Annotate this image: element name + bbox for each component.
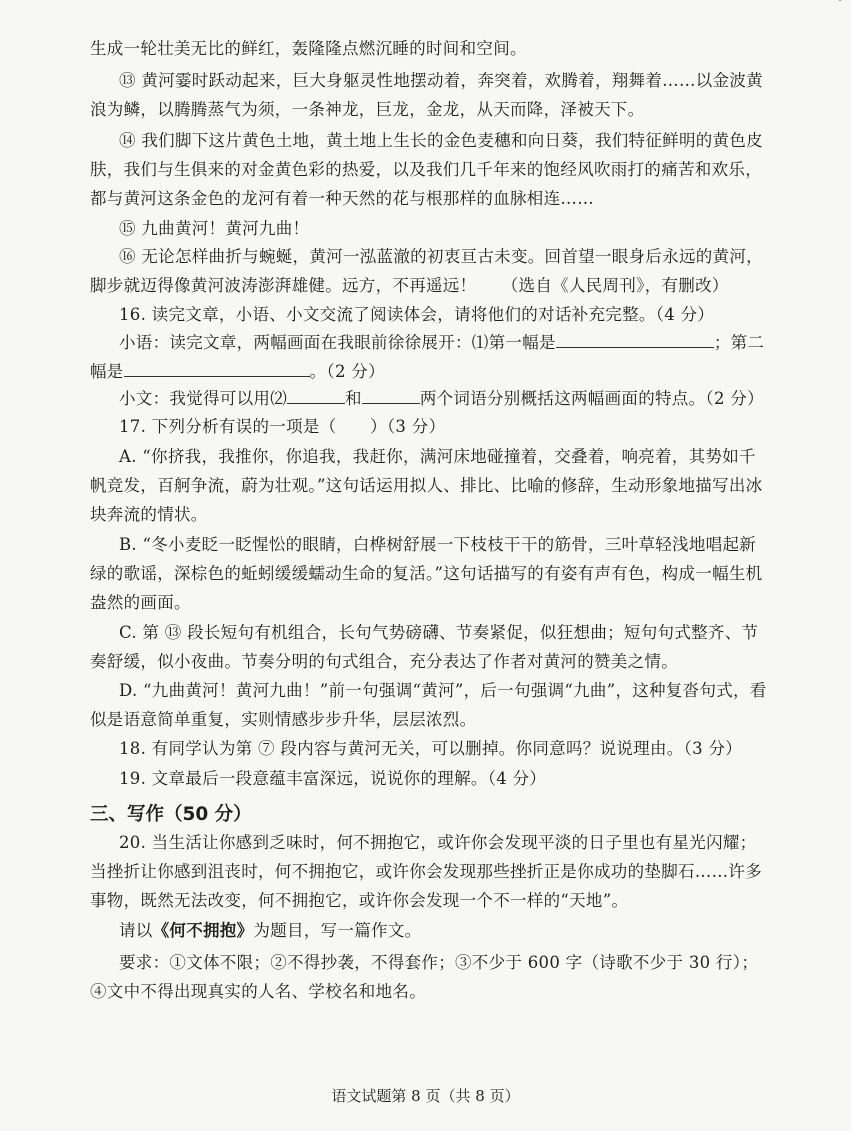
question-17-option-a: A. “你挤我，我推你，你追我，我赶你，满河床地碰撞着，交叠着，响亮着，其势如千帆竞发，百舸争流，蔚为壮观。”这句话运用拟人、排比、比喻的修辞，生动形象地描写出冰块奔流的情状。 (90, 447, 763, 524)
question-19: 19. 文章最后一段意蕴丰富深远，说说你的理解。（4 分） (119, 769, 547, 788)
xiaowen-text-a: 小文：我觉得可以用⑵ (119, 389, 287, 408)
page-footer: 语文试题第 8 页（共 8 页） (331, 1087, 520, 1105)
paragraph-12-end: 生成一轮壮美无比的鲜红，轰隆隆点燃沉睡的时间和空间。 (90, 39, 527, 58)
xiaowen-text-c: 两个词语分别概括这两幅画面的特点。（2 分） (419, 389, 764, 408)
question-17-option-c: C. 第 ⑬ 段长短句有机组合，长句气势磅礴、节奏紧促，似狂想曲；短句句式整齐、节奏舒缓，似小夜曲。节奏分明的句式组合，充分表达了作者对黄河的赞美之情。 (90, 623, 759, 671)
xiaowen-text-b: 和 (345, 389, 362, 408)
xiaoyu-text-d: 。（2 分） (309, 362, 385, 381)
paragraph-15: ⑮ 九曲黄河！黄河九曲！ (119, 219, 310, 238)
corner-binding-mark (835, 0, 851, 22)
answer-blank-1a[interactable] (556, 329, 714, 348)
paragraph-16: ⑯ 无论怎样曲折与蜿蜒，黄河一泓蓝澈的初衷亘古未变。回首望一眼身后永远的黄河，脚步就迈得像黄河波涛澎湃雄健。远方，不再遥远！ （选自《人民周刊》，有删改） (90, 247, 763, 295)
question-16-xiaowen (90, 384, 772, 413)
paragraph-13: ⑬ 黄河霎时跃动起来，巨大身躯灵性地摆动着，奔突着，欢腾着，翔舞着……以金波黄浪为鳞，以腾腾蒸气为须，一条神龙，巨龙，金龙，从天而降，泽被天下。 (90, 71, 763, 119)
question-17-option-b: B. “冬小麦眨一眨惺忪的眼睛，白桦树舒展一下枝枝干干的筋骨，三叶草轻浅地唱起新绿的歌谣，深棕色的蚯蚓缓缓蠕动生命的复活。”这句话描写的有姿有声有色，构成一幅生机盎然的画面。 (90, 535, 763, 612)
prompt-text-a: 请以 (119, 921, 153, 940)
xiaoyu-text-c: 幅是 (90, 362, 124, 381)
answer-blank-1b[interactable] (124, 358, 310, 377)
xiaoyu-text-a: 小语：读完文章，两幅画面在我眼前徐徐展开：⑴第一幅是 (119, 333, 556, 352)
prompt-text-b: 为题目，写一篇作文。 (253, 921, 422, 940)
paragraph-14: ⑭ 我们脚下这片黄色土地，黄土地上生长的金色麦穗和向日葵，我们特征鲜明的黄色皮肤，我们与生俱来的对金黄色彩的热爱，以及我们几千年来的饱经风吹雨打的痛苦和欢乐，都与黄河这条金色的龙河有着一种天然的花与根那样的血脉相连…… (90, 131, 763, 208)
question-16: 16. 读完文章，小语、小文交流了阅读体会，请将他们的对话补充完整。（4 分） (119, 305, 715, 324)
answer-blank-2b[interactable] (362, 385, 420, 404)
question-16-xiaoyu (90, 328, 772, 386)
section-title-writing: 三、写作（50 分） (90, 804, 252, 825)
question-20: 20. 当生活让你感到乏味时，何不拥抱它，或许你会发现平淡的日子里也有星光闪耀；当挫折让你感到沮丧时，何不拥抱它，或许你会发现那些挫折正是你成功的垫脚石……许多事物，既然无法改变，何不拥抱它，或许你会发现一个不一样的“天地”。 (90, 833, 762, 910)
writing-prompt (90, 916, 772, 945)
writing-requirements: 要求：①文体不限；②不得抄袭，不得套作；③不少于 600 字（诗歌不少于 30 行）；④文中不得出现真实的人名、学校名和地名。 (90, 953, 759, 1001)
essay-title: 《何不拥抱》 (152, 921, 254, 940)
answer-blank-2a[interactable] (287, 385, 345, 404)
xiaoyu-text-b: ；第二 (713, 333, 765, 352)
question-17: 17. 下列分析有误的一项是（ ）（3 分） (119, 417, 446, 436)
question-18: 18. 有同学认为第 ⑦ 段内容与黄河无关，可以删掉。你同意吗？说说理由。（3 分） (119, 739, 743, 758)
question-17-option-d: D. “九曲黄河！黄河九曲！”前一句强调“黄河”，后一句强调“九曲”，这种复沓句式，看似是语意简单重复，实则情感步步升华，层层浓烈。 (90, 681, 767, 729)
